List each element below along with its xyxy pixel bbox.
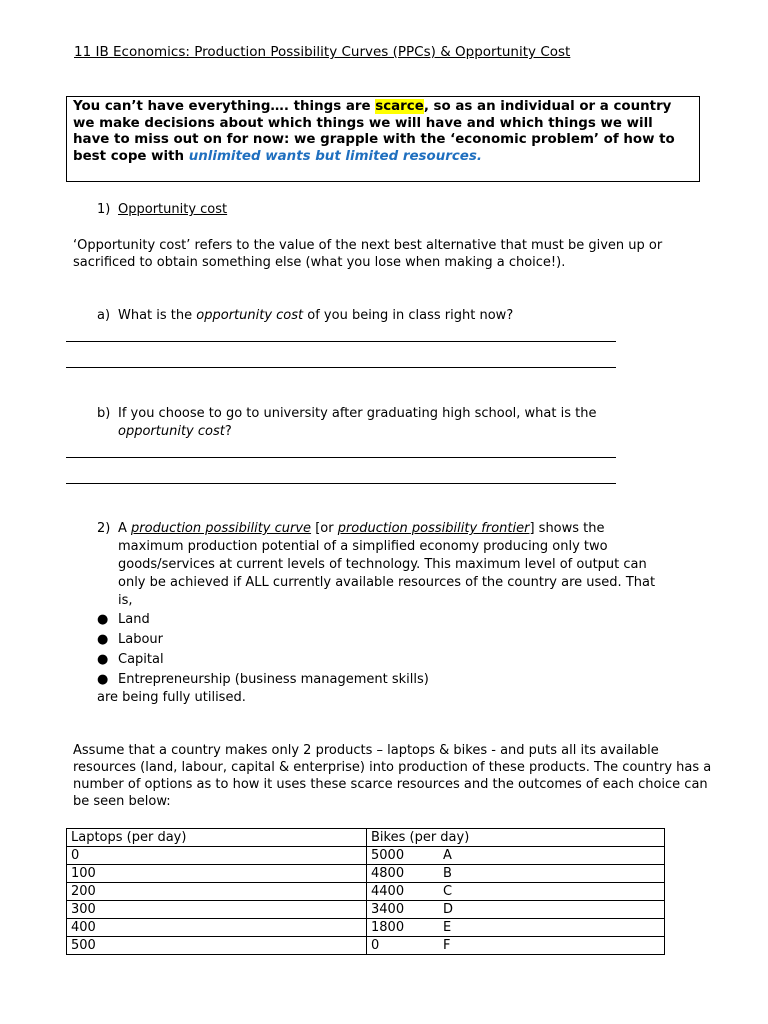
table-row	[67, 847, 665, 865]
answer-line-a2[interactable]	[66, 367, 616, 368]
question-b-label: b)	[97, 406, 111, 421]
laptops-cell: 400	[67, 919, 367, 937]
bikes-cell	[367, 865, 665, 883]
bikes-value: 4800	[371, 865, 405, 881]
header-laptops: Laptops (per day)	[67, 829, 367, 847]
intro-blue-text: unlimited wants but limited resources.	[188, 148, 482, 164]
section2-number: 2)	[97, 521, 111, 536]
question-a: What is the opportunity cost of you being in class right now?	[118, 308, 514, 323]
intro-box	[66, 96, 700, 182]
bullet-capital: Capital	[118, 652, 164, 667]
ppc-term: production possibility curve	[131, 521, 312, 536]
point-label: D	[443, 901, 454, 917]
intro-text-2: , so as an individual or a country we make decisions about which things we will have and which things we will have to miss out on for now: we grapple with the ‘economic problem’ of how to best cope with	[73, 99, 675, 164]
page-title: 11 IB Economics: Production Possibility Curves (PPCs) & Opportunity Cost	[74, 44, 571, 60]
section1-number: 1)	[97, 202, 111, 217]
point-label: F	[443, 937, 451, 953]
production-table	[66, 828, 665, 955]
answer-line-a1[interactable]	[66, 341, 616, 342]
laptops-cell: 300	[67, 901, 367, 919]
intro-text-1: You can’t have everything…. things are	[73, 99, 376, 114]
laptops-cell: 200	[67, 883, 367, 901]
ppf-term: production possibility frontier	[337, 521, 530, 536]
bikes-value: 3400	[371, 901, 405, 917]
bikes-cell	[367, 847, 665, 865]
question-a-label: a)	[97, 308, 111, 323]
bikes-value: 1800	[371, 919, 405, 935]
table-row	[67, 919, 665, 937]
table-row	[67, 883, 665, 901]
header-bikes: Bikes (per day)	[367, 829, 665, 847]
bikes-cell	[367, 901, 665, 919]
ppc-line2: maximum production potential of a simplified economy producing only two	[118, 539, 608, 554]
table-header-row	[67, 829, 665, 847]
question-b-line1: If you choose to go to university after graduating high school, what is the	[118, 406, 597, 421]
table-row	[67, 865, 665, 883]
assumption-paragraph: Assume that a country makes only 2 products – laptops & bikes - and puts all its available resources (land, labour, capital & enterprise) into production of these products. The country has a number of options as to how it uses these scarce resources and the outcomes of each choice can be seen below:	[73, 743, 712, 809]
point-label: A	[443, 847, 452, 863]
point-label: C	[443, 883, 453, 899]
section1-heading: Opportunity cost	[118, 202, 228, 217]
table-row	[67, 901, 665, 919]
bikes-value: 4400	[371, 883, 405, 899]
point-label: B	[443, 865, 452, 881]
bullet-labour: Labour	[118, 632, 163, 647]
opportunity-cost-definition: ‘Opportunity cost’ refers to the value of the next best alternative that must be given up or sacrificed to obtain something else (what you lose when making a choice!).	[73, 238, 663, 270]
bullet-icon: ●	[97, 652, 109, 667]
table-row	[67, 937, 665, 955]
answer-line-b2[interactable]	[66, 483, 616, 484]
ppc-line4: only be achieved if ALL currently available resources of the country are used. That	[118, 575, 656, 590]
ppc-line1: A production possibility curve [or production possibility frontier] shows the	[118, 521, 605, 536]
laptops-cell: 0	[67, 847, 367, 865]
point-label: E	[443, 919, 452, 935]
ppc-line3: goods/services at current levels of technology. This maximum level of output can	[118, 557, 647, 572]
answer-line-b1[interactable]	[66, 457, 616, 458]
intro-highlight-scarce: scarce	[375, 99, 424, 114]
bikes-cell	[367, 937, 665, 955]
bullet-icon: ●	[97, 632, 109, 647]
bullet-icon: ●	[97, 672, 109, 687]
question-b-line2: opportunity cost?	[118, 424, 232, 439]
bullet-entrepreneurship: Entrepreneurship (business management skills)	[118, 672, 429, 687]
bullet-icon: ●	[97, 612, 109, 627]
bikes-cell	[367, 919, 665, 937]
ppc-line5: is,	[118, 593, 133, 608]
ppc-closing: are being fully utilised.	[97, 690, 246, 705]
laptops-cell: 500	[67, 937, 367, 955]
bikes-cell	[367, 883, 665, 901]
bikes-value: 5000	[371, 847, 405, 863]
laptops-cell: 100	[67, 865, 367, 883]
bullet-land: Land	[118, 612, 150, 627]
bikes-value: 0	[371, 937, 380, 953]
